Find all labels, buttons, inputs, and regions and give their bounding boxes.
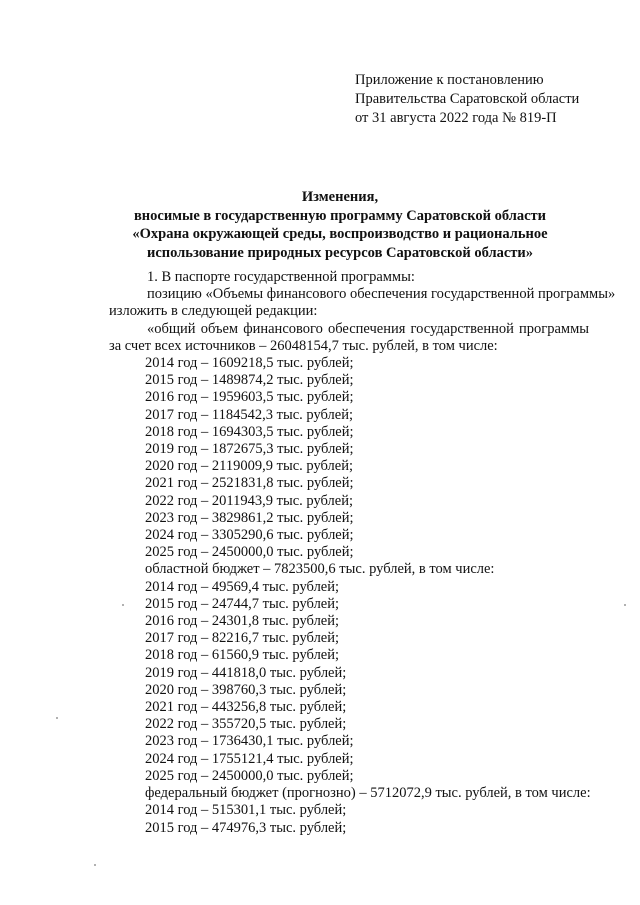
paragraph-line: изложить в следующей редакции: <box>109 303 318 320</box>
title-line: Изменения, <box>301 189 379 205</box>
year-line: 2018 год – 61560,9 тыс. рублей; <box>145 647 340 664</box>
appendix-line: от 31 августа 2022 года № 819-П <box>355 110 557 126</box>
year-line: 2017 год – 1184542,3 тыс. рублей; <box>145 406 353 423</box>
year-line: 2014 год – 1609218,5 тыс. рублей; <box>145 355 354 372</box>
year-line: 2017 год – 82216,7 тыс. рублей; <box>145 630 340 647</box>
scan-speck <box>56 717 58 719</box>
year-line: 2014 год – 515301,1 тыс. рублей; <box>145 802 347 819</box>
year-line: 2021 год – 2521831,8 тыс. рублей; <box>145 475 354 492</box>
year-line: 2016 год – 24301,8 тыс. рублей; <box>145 613 340 630</box>
year-line: 2024 год – 3305290,6 тыс. рублей; <box>145 527 354 544</box>
year-line: 2023 год – 3829861,2 тыс. рублей; <box>145 509 354 526</box>
year-line: 2024 год – 1755121,4 тыс. рублей; <box>145 750 354 767</box>
year-line: 2021 год – 443256,8 тыс. рублей; <box>145 699 347 716</box>
year-line: 2018 год – 1694303,5 тыс. рублей; <box>145 423 354 440</box>
paragraph-line: федеральный бюджет (прогнозно) – 5712072,9 тыс. рублей, в том числе: <box>145 785 591 802</box>
paragraph-line: позицию «Объемы финансового обеспечения государственной программы» <box>147 286 616 303</box>
regional-years-list <box>109 579 589 785</box>
scan-speck <box>624 604 626 606</box>
year-line: 2025 год – 2450000,0 тыс. рублей; <box>145 544 354 561</box>
appendix-line: Правительства Саратовской области <box>355 91 580 107</box>
year-line: 2015 год – 1489874,2 тыс. рублей; <box>145 372 354 389</box>
scan-speck <box>94 864 96 866</box>
appendix-line: Приложение к постановлению <box>355 72 544 88</box>
scan-speck <box>122 604 124 606</box>
year-line: 2025 год – 2450000,0 тыс. рублей; <box>145 767 354 784</box>
paragraph-line: «общий объем финансового обеспечения государственной программы <box>147 320 589 337</box>
year-line: 2020 год – 2119009,9 тыс. рублей; <box>145 458 353 475</box>
year-line: 2023 год – 1736430,1 тыс. рублей; <box>145 733 354 750</box>
total-years-list <box>109 355 589 561</box>
year-line: 2019 год – 441818,0 тыс. рублей; <box>145 664 347 681</box>
document-title <box>110 188 570 262</box>
year-line: 2014 год – 49569,4 тыс. рублей; <box>145 578 340 595</box>
federal-years-list <box>109 802 589 836</box>
paragraph-line: за счет всех источников – 26048154,7 тыс. рублей, в том числе: <box>109 337 498 354</box>
appendix-header <box>355 71 579 128</box>
section-heading: 1. В паспорте государственной программы: <box>147 269 415 285</box>
year-line: 2019 год – 1872675,3 тыс. рублей; <box>145 441 354 458</box>
year-line: 2015 год – 474976,3 тыс. рублей; <box>145 819 347 836</box>
title-line: «Охрана окружающей среды, воспроизводство и рациональное <box>132 226 548 242</box>
document-body <box>109 269 616 837</box>
year-line: 2015 год – 24744,7 тыс. рублей; <box>145 595 340 612</box>
title-line: использование природных ресурсов Саратовской области» <box>146 244 534 261</box>
title-line: вносимые в государственную программу Саратовской области <box>133 207 547 224</box>
paragraph-line: областной бюджет – 7823500,6 тыс. рублей, в том числе: <box>145 561 495 578</box>
year-line: 2016 год – 1959603,5 тыс. рублей; <box>145 389 354 406</box>
year-line: 2022 год – 2011943,9 тыс. рублей; <box>145 492 353 509</box>
year-line: 2022 год – 355720,5 тыс. рублей; <box>145 716 347 733</box>
year-line: 2020 год – 398760,3 тыс. рублей; <box>145 681 347 698</box>
